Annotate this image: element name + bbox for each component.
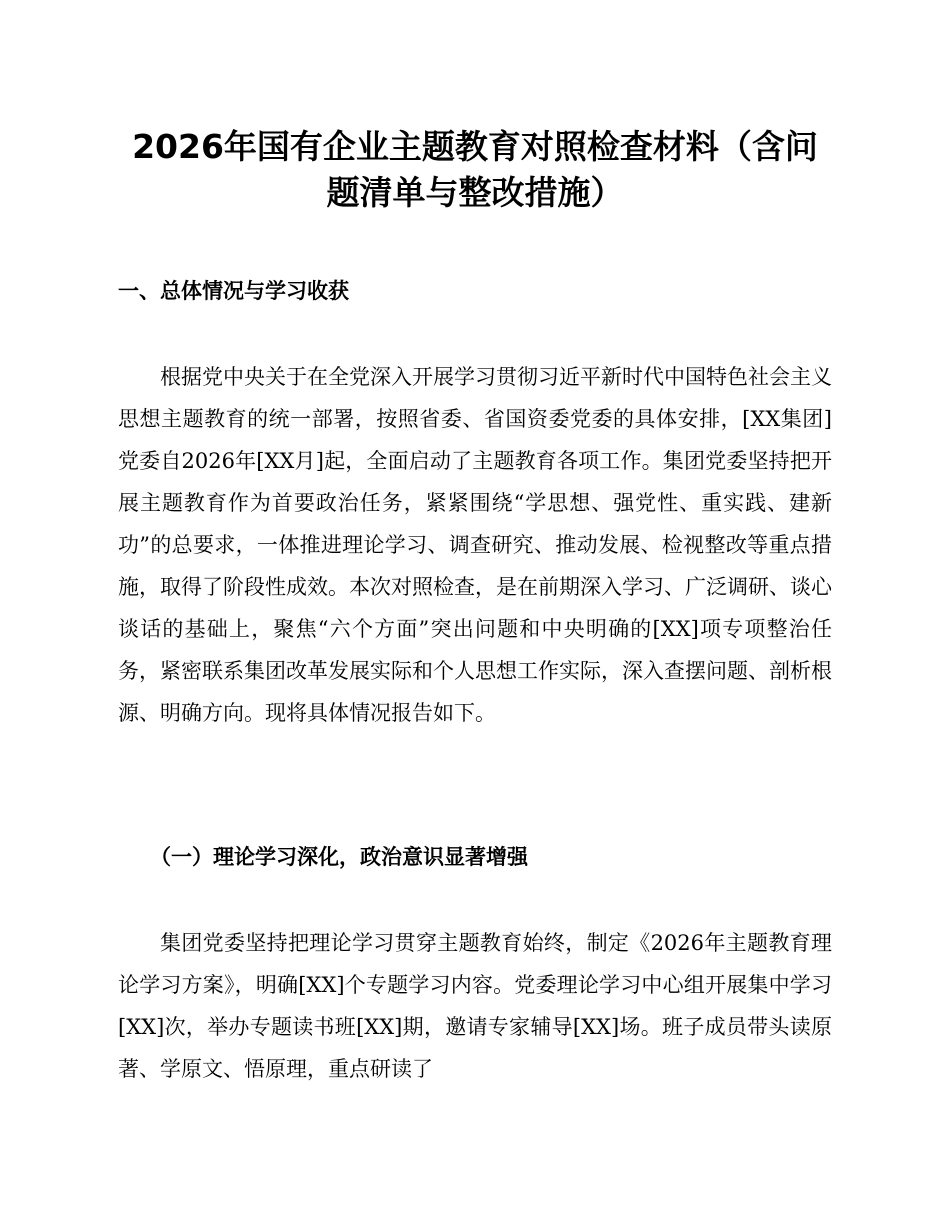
subsection-heading: （一）理论学习深化，政治意识显著增强 [150,844,528,869]
subsection-paragraph: 集团党委坚持把理论学习贯穿主题教育始终，制定《2026年主题教育理论学习方案》，明确[XX]个专题学习内容。党委理论学习中心组开展集中学习[XX]次，举办专题读书班[XX]期，邀请专家辅导[XX]场。班子成员带头读原著、学原文、悟原理，重点研读了 [118,931,832,1081]
section-paragraph: 根据党中央关于在全党深入开展学习贯彻习近平新时代中国特色社会主义思想主题教育的统一部署，按照省委、省国资委党委的具体安排，[XX集团]党委自2026年[XX月]起，全面启动了主题教育各项工作。集团党委坚持把开展主题教育作为首要政治任务，紧紧围绕“学思想、强党性、重实践、建新功”的总要求，一体推进理论学习、调查研究、推动发展、检视整改等重点措施，取得了阶段性成效。本次对照检查，是在前期深入学习、广泛调研、谈心谈话的基础上，聚焦“六个方面”突出问题和中央明确的[XX]项专项整治任务，紧密联系集团改革发展实际和个人思想工作实际，深入查摆问题、剖析根源、明确方向。现将具体情况报告如下。 [118,365,832,725]
document-title: 2026年国有企业主题教育对照检查材料（含问题清单与整改措施） [132,127,818,212]
section-heading: 一、总体情况与学习收获 [118,279,349,303]
